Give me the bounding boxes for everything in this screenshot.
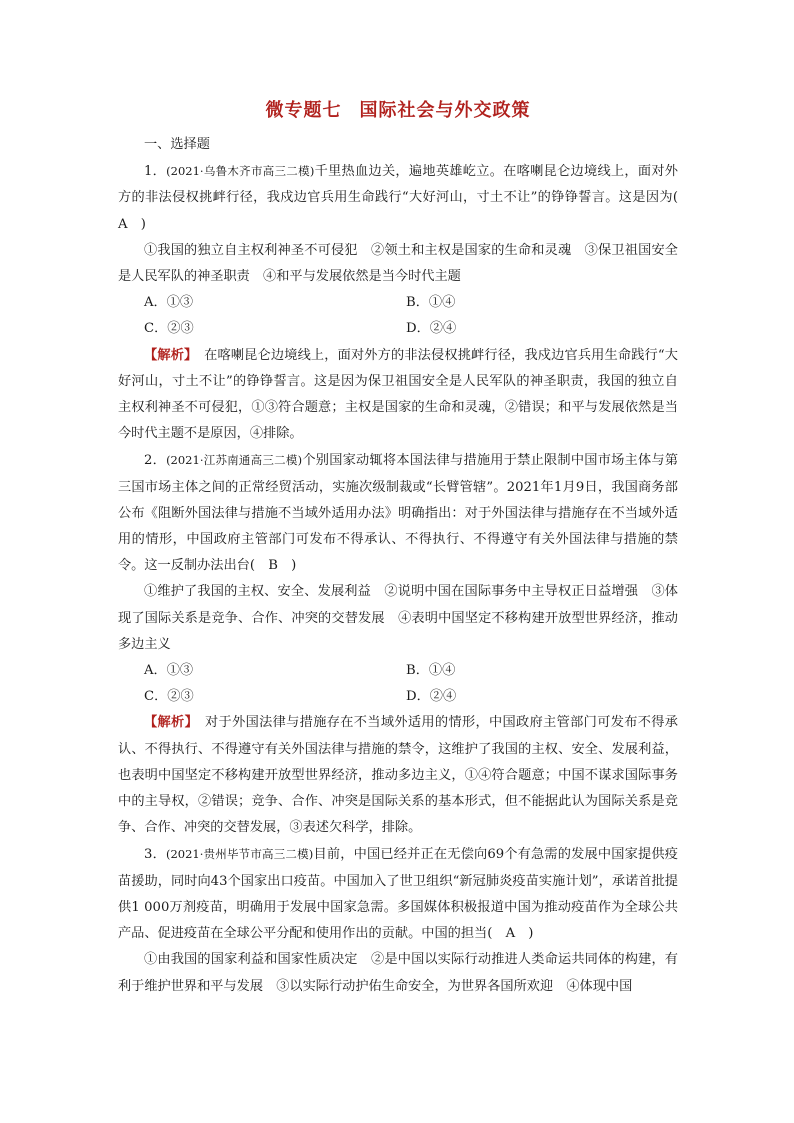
question-3-items: ①由我国的国家利益和国家性质决定 ②是中国以实际行动推进人类命运共同体的构建，有利于维护世界和平与发展 ③以实际行动护佑生命安全，为世界各国所欢迎 ④体现中国 [118, 952, 678, 994]
question-source: (2021·贵州毕节市高三二模) [165, 847, 314, 862]
option-c: C．②③ [144, 321, 194, 337]
question-2-options-row-1 [118, 658, 678, 684]
question-text: 个别国家动辄将本国法律与措施用于禁止限制中国市场主体与第三国市场主体之间的正常经贸活动，实施次级制裁或“长臂管辖”。2021年1月9日，我国商务部公布《阻断外国法律与措施不当域外适用办法》明确指出：对于外国法律与措施存在不当域外适用的情形，中国政府主管部门可发布不得承认、不得执行、不得遵守有关外国法律与措施的禁令。这一反制办法出台( B ) [118, 453, 679, 574]
question-1-stem [118, 158, 692, 238]
option-c: C．②③ [144, 689, 194, 705]
question-text: 千里热血边关，遍地英雄屹立。在喀喇昆仑边境线上，面对外方的非法侵权挑衅行径，我戍边官兵用生命践行“大好河山，寸土不让”的铮铮誓言。这是因为( A ) [118, 164, 692, 232]
question-2-items: ①维护了我国的主权、安全、发展利益 ②说明中国在国际事务中主导权正日益增强 ③体现了国际关系是竞争、合作、冲突的交替发展 ④表明中国坚定不移构建开放型世界经济，推动多边主义 [118, 584, 678, 652]
section-heading: 一、选择题 [144, 137, 210, 152]
question-number: 2． [144, 453, 167, 469]
question-1-options-row-1 [118, 290, 678, 316]
option-a: A．①③ [144, 663, 194, 679]
question-2-options-row-2 [118, 684, 678, 710]
page-title [118, 98, 678, 124]
title-main: 微专题七 [265, 100, 342, 121]
question-text: 目前，中国已经并正在无偿向69个有急需的发展中国家提供疫苗援助，同时向43个国家出口疫苗。中国加入了世卫组织“新冠肺炎疫苗实施计划”，承诺首批提供1 000万剂疫苗，明确用于发展中国家急需。多国媒体积极报道中国为推动疫苗作为全球公共产品、促进疫苗在全球公平分配和使用作出的贡献。中国的担当( A ) [118, 847, 678, 942]
question-number: 3． [144, 847, 166, 863]
question-2-analysis [118, 710, 678, 841]
question-source: (2021·乌鲁木齐市高三二模) [166, 164, 315, 179]
option-d: D．②④ [406, 321, 457, 337]
analysis-text: 在喀喇昆仑边境线上，面对外方的非法侵权挑衅行径，我戍边官兵用生命践行“大好河山，寸土不让”的铮铮誓言。这是因为保卫祖国安全是人民军队的神圣职责，我国的独立自主权利神圣不可侵犯，①③符合题意；主权是国家的生命和灵魂，②错误；和平与发展依然是当今时代主题不是原因，④排除。 [118, 347, 678, 442]
document-page [118, 98, 692, 1000]
question-3-stem [118, 841, 678, 947]
question-1-items: ①我国的独立自主权利神圣不可侵犯 ②领土和主权是国家的生命和灵魂 ③保卫祖国安全是人民军队的神圣职责 ④和平与发展依然是当今时代主题 [118, 242, 678, 285]
option-d: D．②④ [406, 689, 457, 705]
question-number: 1． [144, 164, 167, 180]
option-a: A．①③ [144, 295, 194, 311]
analysis-text: 对于外国法律与措施存在不当域外适用的情形，中国政府主管部门可发布不得承认、不得执行、不得遵守有关外国法律与措施的禁令，这维护了我国的主权、安全、发展利益，也表明中国坚定不移构建开放型世界经济，推动多边主义，①④符合题意；中国不谋求国际事务中的主导权，②错误；竞争、合作、冲突是国际关系的基本形式，但不能据此认为国际关系是竞争、合作、冲突的交替发展，③表述欠科学，排除。 [118, 715, 678, 836]
question-1-analysis [118, 343, 678, 448]
option-b: B．①④ [406, 663, 456, 679]
option-b: B．①④ [406, 295, 456, 311]
question-2-stem [118, 447, 678, 579]
analysis-tag: 【解析】 [144, 715, 192, 731]
title-sub: 国际社会与外交政策 [359, 100, 531, 121]
analysis-tag: 【解析】 [144, 347, 191, 363]
question-1-options-row-2 [118, 316, 678, 342]
question-source: (2021·江苏南通高三二模) [166, 453, 303, 468]
